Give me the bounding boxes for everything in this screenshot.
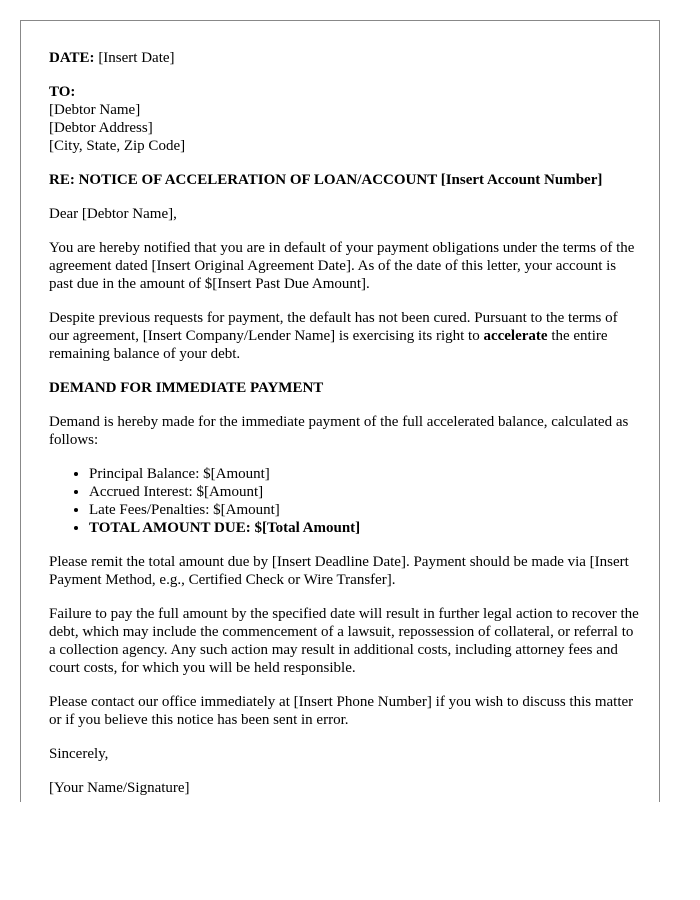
date-line — [49, 49, 639, 67]
debtor-name: [Debtor Name] — [49, 102, 141, 118]
recipient-block — [49, 83, 639, 155]
acceleration-text-after: the entire remaining balance of your debt. — [49, 328, 608, 362]
amount-list — [49, 465, 639, 537]
signature: [Your Name/Signature] — [49, 780, 190, 796]
letter-content — [49, 49, 639, 802]
list-item-total-due — [89, 519, 639, 537]
to-label: TO: — [49, 84, 76, 100]
debtor-address: [Debtor Address] — [49, 120, 153, 136]
subject-line: RE: NOTICE OF ACCELERATION OF LOAN/ACCOUNT [Insert Account Number] — [49, 172, 603, 188]
paragraph-contact: Please contact our office immediately at [Insert Phone Number] if you wish to discuss this matter or if you believe this notice has been sent in error. — [49, 694, 634, 728]
section-heading-demand: DEMAND FOR IMMEDIATE PAYMENT — [49, 380, 324, 396]
paragraph-demand: Demand is hereby made for the immediate payment of the full accelerated balance, calculated as follows: — [49, 414, 629, 448]
list-item-principal: • Principal Balance: $[Amount] — [89, 465, 639, 483]
paragraph-legal-action: Failure to pay the full amount by the specified date will result in further legal action to recover the debt, which may include the commencement of a lawsuit, repossession of collateral, or referral to a collection agency. Any such action may result in additional costs, including attorney fees and court costs, for which you will be held responsible. — [49, 606, 639, 676]
date-value: [Insert Date] — [94, 50, 175, 66]
debtor-city-state-zip: [City, State, Zip Code] — [49, 138, 186, 154]
list-item-late-fees: • Late Fees/Penalties: $[Amount] — [89, 501, 639, 519]
total-due-text: TOTAL AMOUNT DUE: $[Total Amount] — [89, 520, 361, 536]
salutation: Dear [Debtor Name], — [49, 206, 177, 222]
paragraph-acceleration — [49, 309, 639, 363]
paragraph-default-notice: You are hereby notified that you are in default of your payment obligations under the terms of the agreement dated [Insert Original Agreement Date]. As of the date of this letter, your account is past due in the amount of $[Insert Past Due Amount]. — [49, 240, 635, 292]
letter-page — [20, 20, 660, 802]
acceleration-bold-word: accelerate — [483, 328, 548, 344]
paragraph-remit: Please remit the total amount due by [Insert Deadline Date]. Payment should be made via [Insert Payment Method, e.g., Certified Check or Wire Transfer]. — [49, 554, 629, 588]
closing: Sincerely, — [49, 746, 109, 762]
date-label: DATE: — [49, 50, 95, 66]
acceleration-text-before: Despite previous requests for payment, the default has not been cured. Pursuant to the terms of our agreement, [Insert Company/Lender Name] is exercising its right to — [49, 310, 618, 344]
list-item-interest: • Accrued Interest: $[Amount] — [89, 483, 639, 501]
